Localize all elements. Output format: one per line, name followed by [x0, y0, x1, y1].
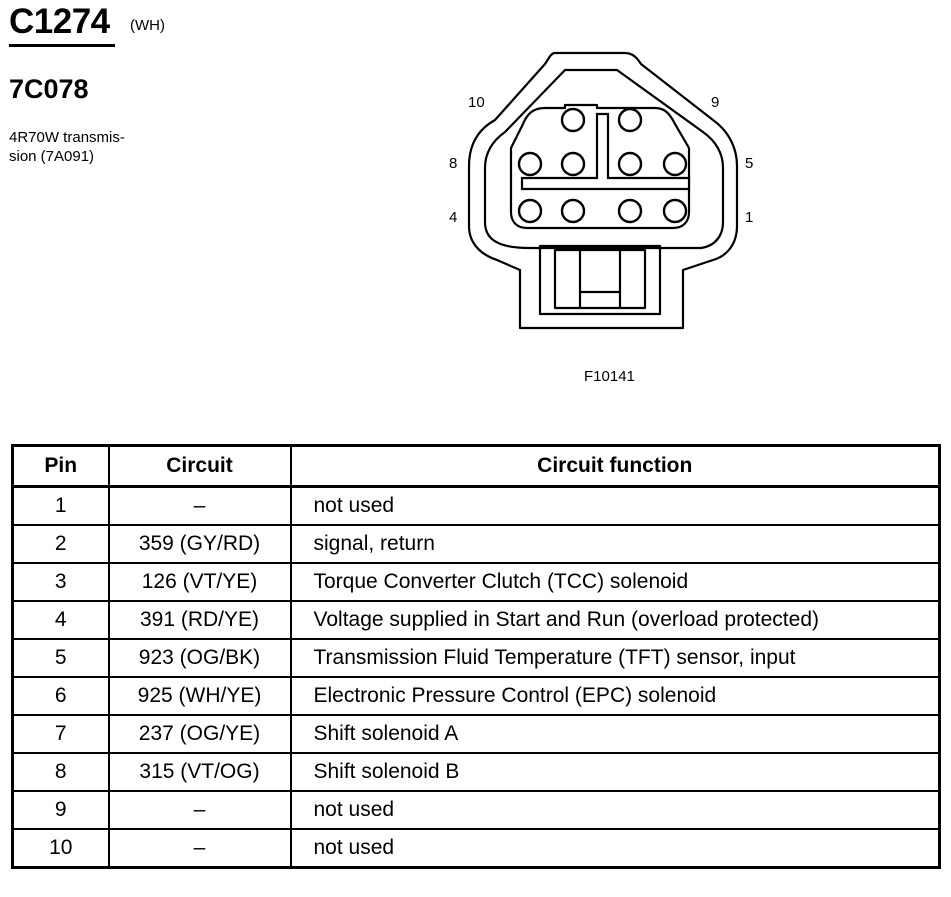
circuit-function-cell: Shift solenoid B — [291, 753, 940, 791]
header-circuit: Circuit — [109, 446, 291, 487]
connector-color: (WH) — [130, 17, 165, 34]
pin-label-10: 10 — [468, 94, 485, 111]
pin-cell: 3 — [13, 563, 109, 601]
circuit-function-cell: signal, return — [291, 525, 940, 563]
pin-cavity-10 — [562, 109, 584, 131]
table-row — [13, 753, 940, 791]
circuit-function-cell: not used — [291, 791, 940, 829]
pin-cell: 6 — [13, 677, 109, 715]
header-circuit-function: Circuit function — [291, 446, 940, 487]
table-row — [13, 791, 940, 829]
pin-cell: 2 — [13, 525, 109, 563]
circuit-cell: 391 (RD/YE) — [109, 601, 291, 639]
pin-cavity-7 — [562, 153, 584, 175]
pin-cavity-3 — [562, 200, 584, 222]
circuit-cell: 126 (VT/YE) — [109, 563, 291, 601]
header-pin: Pin — [13, 446, 109, 487]
circuit-cell: – — [109, 829, 291, 868]
pin-cell: 10 — [13, 829, 109, 868]
circuit-cell: – — [109, 487, 291, 526]
table-header-row — [13, 446, 940, 487]
latch-inner — [555, 250, 645, 308]
table-row — [13, 829, 940, 868]
key-t-bar — [522, 114, 689, 189]
circuit-cell: 359 (GY/RD) — [109, 525, 291, 563]
table-row — [13, 677, 940, 715]
pin-cavity-2 — [619, 200, 641, 222]
pin-label-5: 5 — [745, 155, 754, 172]
pin-label-8: 8 — [449, 155, 458, 172]
description — [9, 128, 169, 166]
pin-cavity-9 — [619, 109, 641, 131]
pin-cell: 7 — [13, 715, 109, 753]
description-line-2: sion (7A091) — [9, 148, 95, 165]
pin-cavity-1 — [664, 200, 686, 222]
circuit-function-cell: Torque Converter Clutch (TCC) solenoid — [291, 563, 940, 601]
circuit-function-cell: not used — [291, 487, 940, 526]
table-row — [13, 525, 940, 563]
connector-id: C1274 — [9, 2, 110, 41]
circuit-cell: 237 (OG/YE) — [109, 715, 291, 753]
pin-cavity-8 — [519, 153, 541, 175]
circuit-cell: 315 (VT/OG) — [109, 753, 291, 791]
pin-cavity-4 — [519, 200, 541, 222]
pin-cavity-5 — [664, 153, 686, 175]
pin-cell: 8 — [13, 753, 109, 791]
description-line-1: 4R70W transmis- — [9, 129, 125, 146]
circuit-cell: – — [109, 791, 291, 829]
pin-cell: 4 — [13, 601, 109, 639]
circuit-function-cell: Transmission Fluid Temperature (TFT) sensor, input — [291, 639, 940, 677]
pin-cell: 1 — [13, 487, 109, 526]
pin-label-4: 4 — [449, 209, 458, 226]
pin-label-9: 9 — [711, 94, 720, 111]
circuit-cell: 923 (OG/BK) — [109, 639, 291, 677]
pin-cell: 5 — [13, 639, 109, 677]
table-row — [13, 715, 940, 753]
table-row — [13, 639, 940, 677]
pin-cell: 9 — [13, 791, 109, 829]
circuit-function-cell: not used — [291, 829, 940, 868]
table-row — [13, 563, 940, 601]
pin-cavity-6 — [619, 153, 641, 175]
pin-table — [11, 444, 941, 869]
latch-housing — [540, 246, 660, 314]
pin-label-1: 1 — [745, 209, 754, 226]
connector-id-underline — [9, 44, 115, 47]
circuit-function-cell: Voltage supplied in Start and Run (overload protected) — [291, 601, 940, 639]
circuit-cell: 925 (WH/YE) — [109, 677, 291, 715]
connector-outer-shell — [469, 53, 737, 328]
table-row — [13, 487, 940, 526]
connector-face-diagram — [465, 50, 745, 340]
circuit-function-cell: Electronic Pressure Control (EPC) solenoid — [291, 677, 940, 715]
circuit-function-cell: Shift solenoid A — [291, 715, 940, 753]
part-number: 7C078 — [9, 74, 89, 104]
figure-id: F10141 — [584, 368, 635, 385]
table-row — [13, 601, 940, 639]
